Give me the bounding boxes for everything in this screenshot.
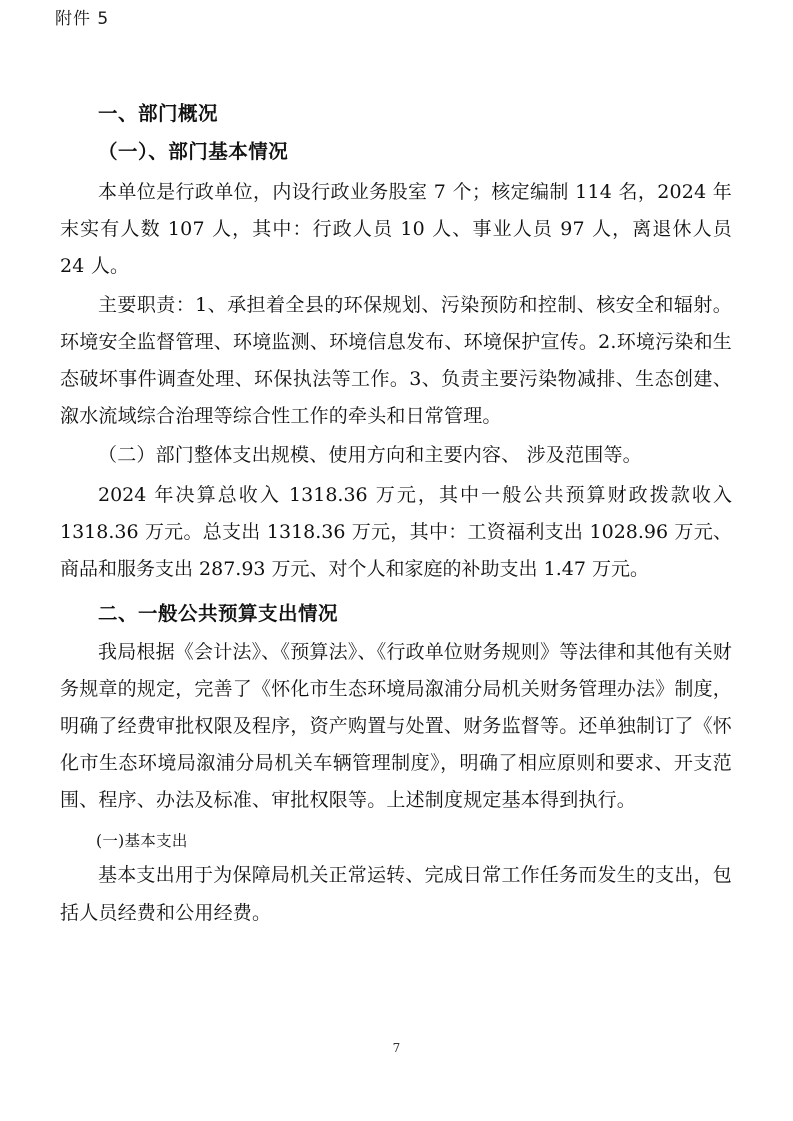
paragraph-basic-expenditure-detail: 基本支出用于为保障局机关正常运转、完成日常工作任务而发生的支出，包括人员经费和公用经费。	[60, 864, 732, 924]
paragraph-staffing: 本单位是行政单位，内设行政业务股室 7 个；核定编制 114 名，2024 年末实有人数 107 人，其中：行政人员 10 人、事业人员 97 人，离退休人员 24 人。	[60, 181, 732, 278]
attachment-label: 附件 5	[55, 9, 110, 29]
paragraph-main-duties: 主要职责：1、承担着全县的环保规划、污染预防和控制、核安全和辐射。环境安全监督管理、环境监测、环境信息发布、环境保护宣传。2.环境污染和生态破坏事件调查处理、环保执法等工作。3、负责主要污染物减排、生态创建、溆水流域综合治理等综合性工作的牵头和日常管理。	[60, 294, 732, 428]
document-body	[60, 96, 732, 934]
paragraph-final-accounts: 2024 年决算总收入 1318.36 万元，其中一般公共预算财政拨款收入 1318.36 万元。总支出 1318.36 万元，其中：工资福利支出 1028.96 万元、商品和服务支出 287.93 万元、对个人和家庭的补助支出 1.47 万元。	[60, 483, 732, 580]
section-heading-general-budget-expenditure: 二、一般公共预算支出情况	[98, 601, 339, 625]
sub-heading-basic-situation: （一）、部门基本情况	[98, 140, 289, 164]
small-heading-basic-expenditure: (一)基本支出	[96, 831, 188, 850]
section-heading-department-overview: 一、部门概况	[98, 102, 219, 125]
paragraph-expenditure-scope: （二）部门整体支出规模、使用方向和主要内容、 涉及范围等。	[98, 444, 642, 467]
page-number: 7	[392, 1041, 401, 1055]
paragraph-financial-regulations: 我局根据《会计法》、《预算法》、《行政单位财务规则》等法律和其他有关财务规章的规定，完善了《怀化市生态环境局溆浦分局机关财务管理办法》制度，明确了经费审批权限及程序，资产购置与处置、财务监督等。还单独制订了《怀化市生态环境局溆浦分局机关车辆管理制度》，明确了相应原则和要求、开支范围、程序、办法及标准、审批权限等。上述制度规定基本得到执行。	[60, 640, 733, 811]
